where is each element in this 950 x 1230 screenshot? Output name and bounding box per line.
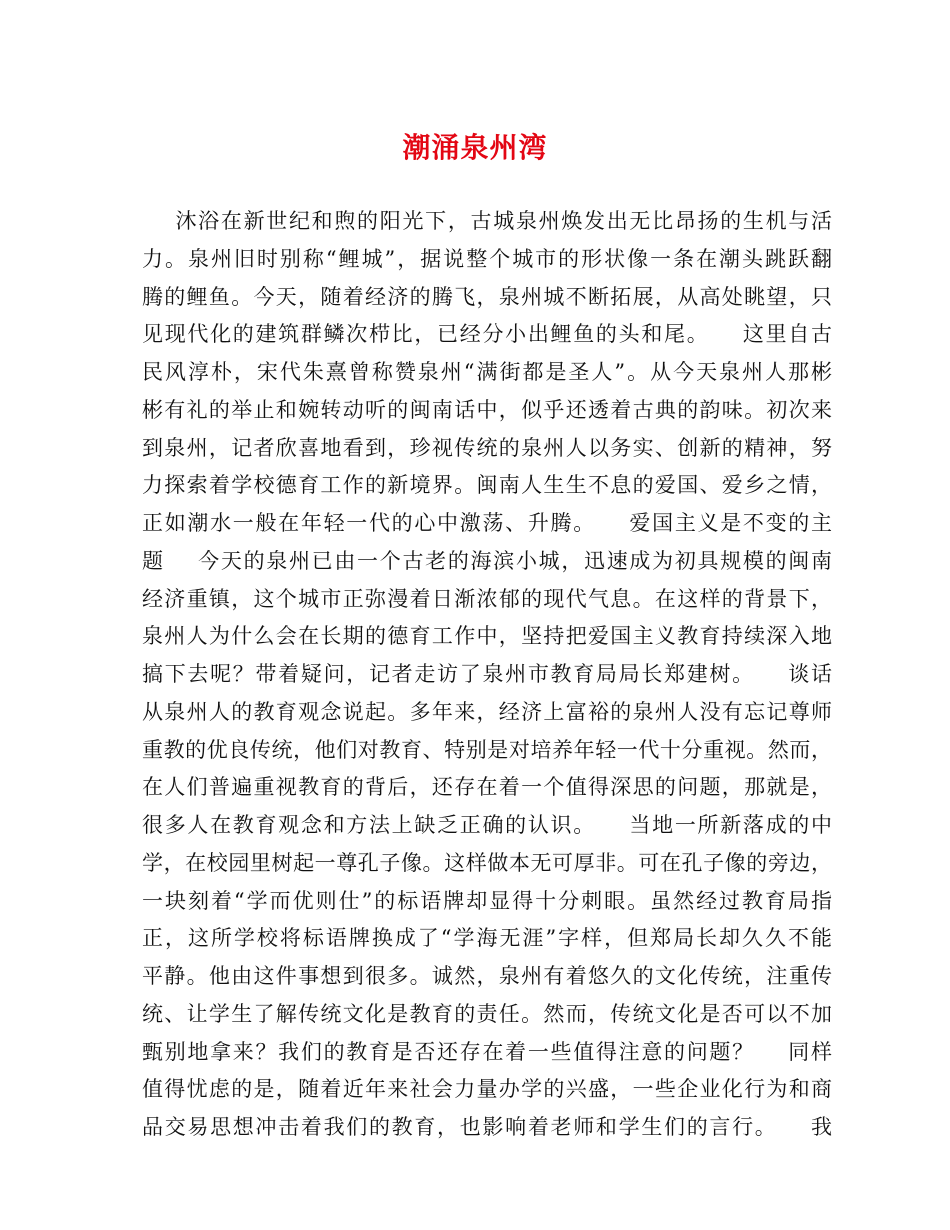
text-line: 一块刻着“学而优则仕”的标语牌却显得十分刺眼。虽然经过教育局指 xyxy=(142,888,832,913)
text-line: 民风淳朴，宋代朱熹曾称赞泉州“满街都是圣人”。从今天泉州人那彬 xyxy=(142,360,832,384)
text-line: 到泉州，记者欣喜地看到，珍视传统的泉州人以务实、创新的精神，努 xyxy=(142,435,832,460)
text-line: 正如潮水一般在年轻一代的心中激荡、升腾。 爱国主义是不变的主 xyxy=(142,511,832,535)
document-title: 潮涌泉州湾 xyxy=(402,131,548,164)
text-line: 彬有礼的举止和婉转动听的闽南话中，似乎还透着古典的韵味。初次来 xyxy=(142,397,832,422)
article-body xyxy=(142,203,832,1147)
text-line: 在人们普遍重视教育的背后，还存在着一个值得深思的问题，那就是， xyxy=(142,775,832,800)
text-line: 搞下去呢？带着疑问，记者走访了泉州市教育局局长郑建树。 谈话 xyxy=(142,662,832,686)
text-line: 沐浴在新世纪和煦的阳光下，古城泉州焕发出无比昂扬的生机与活 xyxy=(142,209,832,233)
text-line: 腾的鲤鱼。今天，随着经济的腾飞，泉州城不断拓展，从高处眺望，只 xyxy=(142,284,832,309)
text-line: 学，在校园里树起一尊孔子像。这样做本无可厚非。可在孔子像的旁边， xyxy=(142,850,832,875)
text-line: 重教的优良传统，他们对教育、特别是对培养年轻一代十分重视。然而， xyxy=(142,737,832,762)
text-line: 力探索着学校德育工作的新境界。闽南人生生不息的爱国、爱乡之情， xyxy=(142,473,832,498)
text-line: 值得忧虑的是，随着近年来社会力量办学的兴盛，一些企业化行为和商 xyxy=(142,1077,832,1102)
text-line: 很多人在教育观念和方法上缺乏正确的认识。 当地一所新落成的中 xyxy=(142,813,832,837)
text-line: 统、让学生了解传统文化是教育的责任。然而，传统文化是否可以不加 xyxy=(142,1001,832,1026)
text-line: 平静。他由这件事想到很多。诚然，泉州有着悠久的文化传统，注重传 xyxy=(142,964,832,988)
text-line: 泉州人为什么会在长期的德育工作中，坚持把爱国主义教育持续深入地 xyxy=(142,624,832,649)
text-line: 从泉州人的教育观念说起。多年来，经济上富裕的泉州人没有忘记尊师 xyxy=(142,699,832,724)
text-line: 甄别地拿来？我们的教育是否还存在着一些值得注意的问题？ 同样 xyxy=(142,1039,832,1064)
text-line: 见现代化的建筑群鳞次栉比，已经分小出鲤鱼的头和尾。 这里自古 xyxy=(142,322,832,347)
text-line: 力。泉州旧时别称“鲤城”，据说整个城市的形状像一条在潮头跳跃翻 xyxy=(142,246,832,271)
text-line: 正，这所学校将标语牌换成了“学海无涯”字样，但郑局长却久久不能 xyxy=(142,926,832,951)
text-line: 经济重镇，这个城市正弥漫着日渐浓郁的现代气息。在这样的背景下， xyxy=(142,586,832,611)
text-line: 品交易思想冲击着我们的教育，也影响着老师和学生们的言行。 我 xyxy=(142,1115,832,1139)
text-line: 题 今天的泉州已由一个古老的海滨小城，迅速成为初具规模的闽南 xyxy=(142,548,832,573)
